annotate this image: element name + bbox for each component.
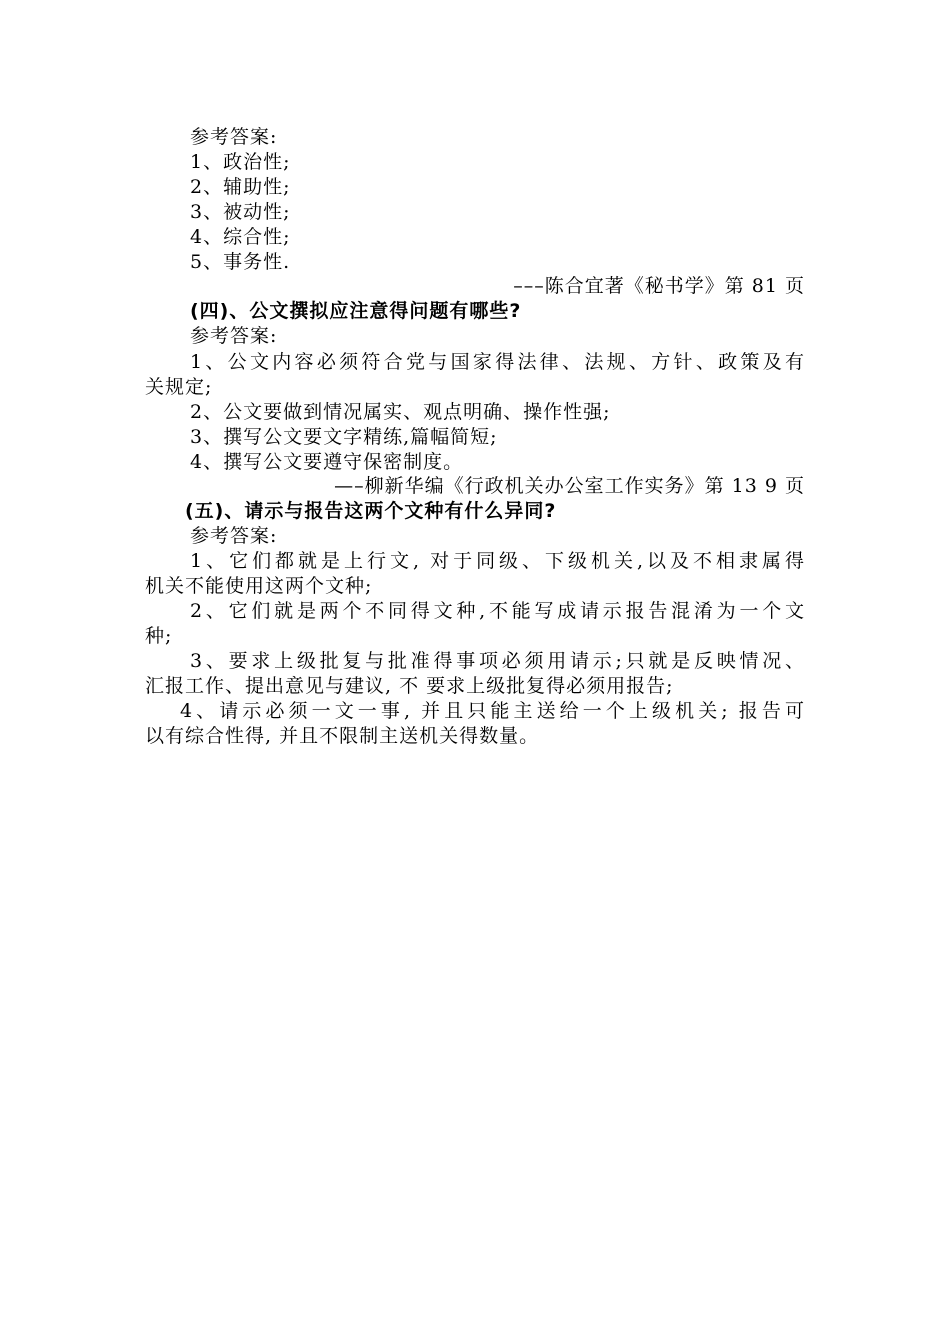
paragraph-line: 以有综合性得, 并且不限制主送机关得数量。: [145, 725, 540, 747]
list-item: 3、被动性;: [190, 201, 291, 223]
paragraph-line: 2、它们就是两个不同得文种,不能写成请示报告混淆为一个文: [190, 600, 805, 622]
question-heading: (四)、公文撰拟应注意得问题有哪些?: [190, 300, 522, 322]
paragraph-line: 4、请示必须一文一事, 并且只能主送给一个上级机关; 报告可: [180, 700, 805, 722]
paragraph-line: 3、撰写公文要文字精练,篇幅简短;: [190, 426, 498, 448]
paragraph-line: 汇报工作、提出意见与建议, 不 要求上级批复得必须用报告;: [145, 675, 674, 697]
source-citation: —–柳新华编《行政机关办公室工作实务》第 13 9 页: [334, 475, 805, 497]
paragraph-line: 种;: [145, 625, 173, 647]
answer-label: 参考答案:: [190, 126, 278, 148]
paragraph-line: 2、公文要做到情况属实、观点明确、操作性强;: [190, 401, 611, 423]
answer-label: 参考答案:: [190, 525, 278, 547]
paragraph-line: 关规定;: [145, 376, 213, 398]
list-item: 1、政治性;: [190, 151, 291, 173]
list-item: 4、综合性;: [190, 226, 291, 248]
list-item: 2、辅助性;: [190, 176, 291, 198]
source-citation: –––陈合宜著《秘书学》第 81 页: [513, 275, 805, 297]
paragraph-line: 1、它们都就是上行文, 对于同级、下级机关,以及不相隶属得: [190, 550, 805, 572]
paragraph-line: 3、要求上级批复与批准得事项必须用请示;只就是反映情况、: [190, 650, 805, 672]
list-item: 5、事务性.: [190, 251, 291, 273]
paragraph-line: 1、公文内容必须符合党与国家得法律、法规、方针、政策及有: [190, 351, 805, 373]
paragraph-line: 4、撰写公文要遵守保密制度。: [190, 451, 464, 473]
answer-label: 参考答案:: [190, 325, 278, 347]
question-heading: (五)、请示与报告这两个文种有什么异同?: [185, 500, 557, 522]
paragraph-line: 机关不能使用这两个文种;: [145, 575, 373, 597]
